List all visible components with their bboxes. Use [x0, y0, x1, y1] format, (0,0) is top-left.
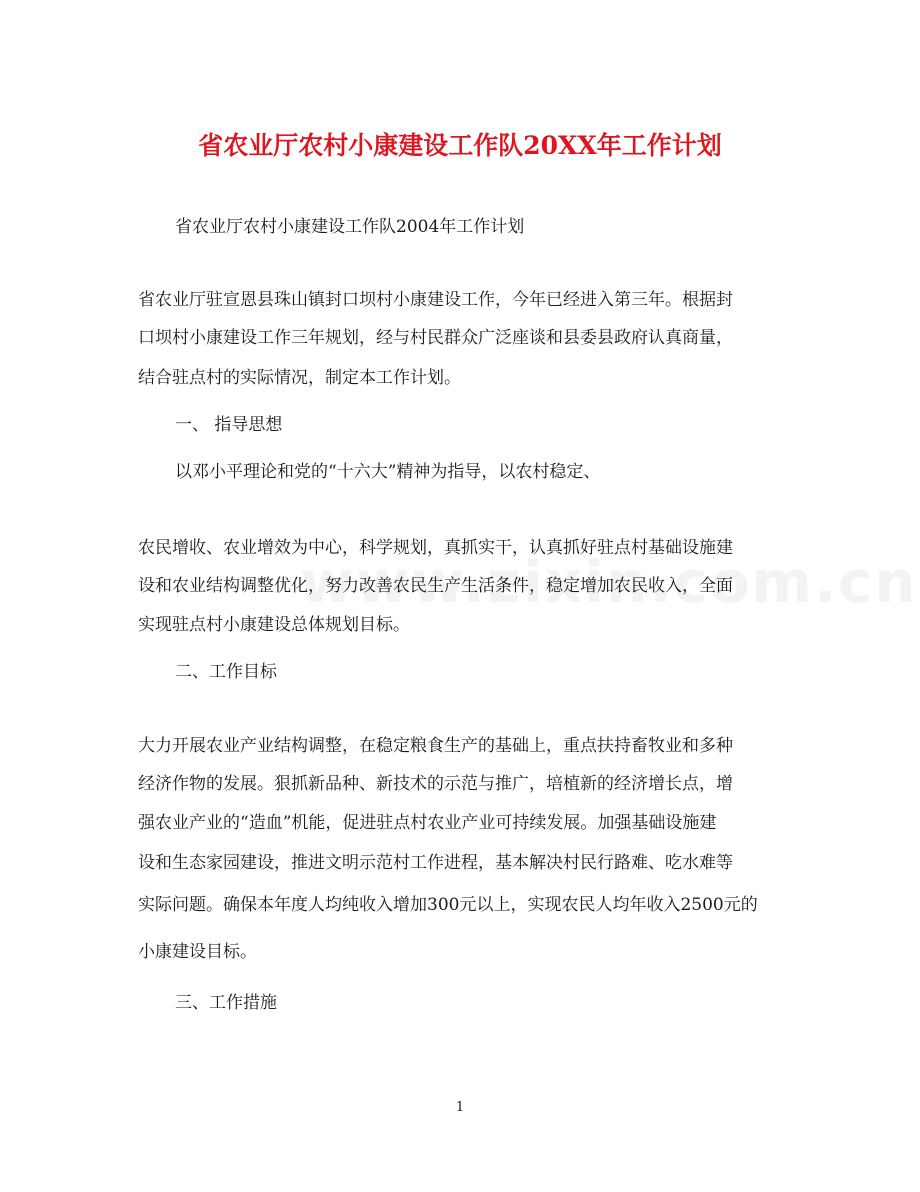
section1-heading: 一、 指导思想	[175, 415, 283, 435]
section2-line-3: 强农业产业的“造血”机能，促进驻点村农业产业可持续发展。加强基础设施建	[138, 813, 717, 833]
intro-line-2: 口坝村小康建设工作三年规划，经与村民群众广泛座谈和县委县政府认真商量，	[138, 328, 733, 348]
section1-line-2: 设和农业结构调整优化，努力改善农民生产生活条件，稳定增加农民收入，全面	[138, 576, 733, 596]
section2-line-1: 大力开展农业产业结构调整，在稳定粮食生产的基础上，重点扶持畜牧业和多种	[138, 736, 733, 756]
page-number: 1	[455, 1100, 465, 1115]
section2-line-5: 实际问题。确保本年度人均纯收入增加300元以上，实现农民人均年收入2500元的	[138, 895, 758, 915]
intro-line-3: 结合驻点村的实际情况，制定本工作计划。	[138, 368, 461, 388]
section1-lead: 以邓小平理论和党的“十六大”精神为指导，以农村稳定、	[175, 462, 601, 482]
section2-heading: 二、工作目标	[175, 662, 277, 682]
intro-line-1: 省农业厅驻宣恩县珠山镇封口坝村小康建设工作，今年已经进入第三年。根据封	[138, 290, 733, 310]
section2-line-6: 小康建设目标。	[138, 942, 257, 962]
section3-heading: 三、工作措施	[175, 993, 277, 1013]
section2-line-4: 设和生态家园建设，推进文明示范村工作进程，基本解决村民行路难、吃水难等	[138, 853, 733, 873]
section1-line-1: 农民增收、农业增效为中心，科学规划，真抓实干，认真抓好驻点村基础设施建	[138, 538, 733, 558]
document-title: 省农业厅农村小康建设工作队20XX年工作计划	[198, 131, 722, 160]
section2-line-2: 经济作物的发展。狠抓新品种、新技术的示范与推广，培植新的经济增长点，增	[138, 774, 733, 794]
document-subtitle: 省农业厅农村小康建设工作队2004年工作计划	[175, 217, 525, 237]
section1-line-3: 实现驻点村小康建设总体规划目标。	[138, 615, 410, 635]
